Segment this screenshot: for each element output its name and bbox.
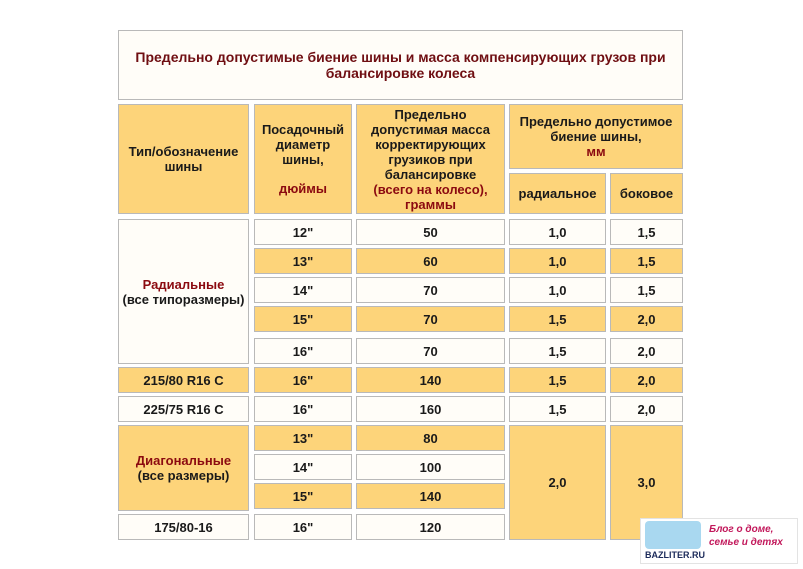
cell-radial-text: 1,0 [548,282,567,298]
tire-215-text: 215/80 R16 C [143,372,224,388]
tire-215 [118,367,249,393]
cell-lateral-text: 1,5 [637,282,656,298]
logo-site-name: BAZLITER.RU [645,550,705,560]
header-mass-unit: (всего на колесо), граммы [373,181,488,212]
cell-mass [356,514,505,540]
diag-radial-value [509,425,606,540]
group-diagonal-label: Диагональные [135,453,232,468]
group-radial [118,219,249,364]
cell-radial [509,248,606,274]
cell-lateral [610,277,683,303]
cell-mass-text: 160 [419,401,442,417]
cell-diameter [254,248,352,274]
group-diagonal-sub: (все размеры) [137,468,230,483]
header-runout [509,104,683,169]
logo-slogan [709,523,797,549]
cell-mass-text: 140 [419,372,442,388]
table-title-text: Предельно допустимые биение шины и масса компенсирующих грузов при балансировке колеса [135,49,666,81]
cell-mass [356,454,505,480]
cell-mass-text: 70 [423,311,438,327]
cell-lateral [610,248,683,274]
cell-radial [509,306,606,332]
cell-radial-text: 1,5 [548,311,567,327]
cell-diameter [254,396,352,422]
cell-diameter [254,367,352,393]
cell-diameter-text: 14" [292,459,314,475]
cell-mass-text: 100 [419,459,442,475]
header-diameter-unit: дюймы [278,181,328,196]
header-runout-unit: мм [586,144,606,159]
watermark-logo [640,518,798,564]
cell-mass-text: 140 [419,488,442,504]
header-mass-text: Предельно допустимая масса корректирующих грузиков при балансировке [371,106,490,182]
cell-radial-text: 1,0 [548,224,567,240]
cell-diameter [254,483,352,509]
cell-lateral-text: 1,5 [637,224,656,240]
cell-lateral [610,338,683,364]
table-title [118,30,683,100]
logo-slogan-line2: семье и детях [709,537,783,548]
diag-radial-value-text: 2,0 [548,475,567,490]
cell-lateral [610,367,683,393]
cell-mass-text: 120 [419,519,442,535]
cell-mass [356,367,505,393]
cell-mass [356,306,505,332]
header-radial-text: радиальное [518,186,597,201]
cell-diameter-text: 15" [292,488,314,504]
group-radial-sub: (все типоразмеры) [122,291,245,307]
cell-diameter-text: 13" [292,253,314,269]
cell-radial [509,396,606,422]
cell-diameter-text: 12" [292,224,314,240]
cell-diameter [254,514,352,540]
cell-radial-text: 1,0 [548,253,567,269]
cell-mass [356,277,505,303]
header-lateral [610,173,683,214]
header-radial [509,173,606,214]
group-radial-label: Радиальные [142,276,225,292]
tire-175 [118,514,249,540]
cell-diameter-text: 15" [292,311,314,327]
cell-lateral-text: 1,5 [637,253,656,269]
diag-lateral-value-text: 3,0 [637,475,656,490]
header-diameter [254,104,352,214]
group-diagonal [118,425,249,511]
cell-lateral [610,306,683,332]
cell-lateral [610,396,683,422]
cell-diameter [254,277,352,303]
cell-mass [356,483,505,509]
cell-diameter [254,338,352,364]
cell-diameter [254,454,352,480]
cell-mass-text: 60 [423,253,438,269]
tire-175-text: 175/80-16 [154,519,213,535]
cell-lateral-text: 2,0 [637,311,656,327]
cell-radial-text: 1,5 [548,401,567,417]
cell-lateral-text: 2,0 [637,372,656,388]
cell-mass [356,248,505,274]
cell-diameter-text: 13" [292,430,314,446]
cell-diameter [254,219,352,245]
cell-mass-text: 80 [423,430,438,446]
header-lateral-text: боковое [619,186,674,201]
cell-mass [356,396,505,422]
header-tire-type-text: Тип/обозначение шины [128,144,239,174]
cell-mass [356,219,505,245]
cell-diameter [254,425,352,451]
cell-lateral-text: 2,0 [637,401,656,417]
cell-mass-text: 70 [423,282,438,298]
header-mass [356,104,505,214]
cell-diameter-text: 14" [292,282,314,298]
cell-diameter-text: 16" [292,519,314,535]
header-tire-type [118,104,249,214]
cell-diameter-text: 16" [292,401,314,417]
cell-diameter [254,306,352,332]
header-runout-text: Предельно допустимое биение шины, [519,114,673,144]
cell-radial-text: 1,5 [548,372,567,388]
cell-lateral-text: 2,0 [637,343,656,359]
tire-225-text: 225/75 R16 C [143,401,224,417]
cell-diameter-text: 16" [292,343,314,359]
cell-mass-text: 70 [423,343,438,359]
tire-225 [118,396,249,422]
logo-illustration [645,521,701,549]
cell-diameter-text: 16" [292,372,314,388]
cell-radial [509,367,606,393]
cell-mass-text: 50 [423,224,438,240]
logo-slogan-line1: Блог о доме, [709,524,774,535]
cell-radial [509,277,606,303]
cell-radial [509,219,606,245]
cell-mass [356,425,505,451]
cell-mass [356,338,505,364]
header-diameter-text: Посадочный диаметр шины, [261,122,345,167]
cell-lateral [610,219,683,245]
cell-radial-text: 1,5 [548,343,567,359]
cell-radial [509,338,606,364]
